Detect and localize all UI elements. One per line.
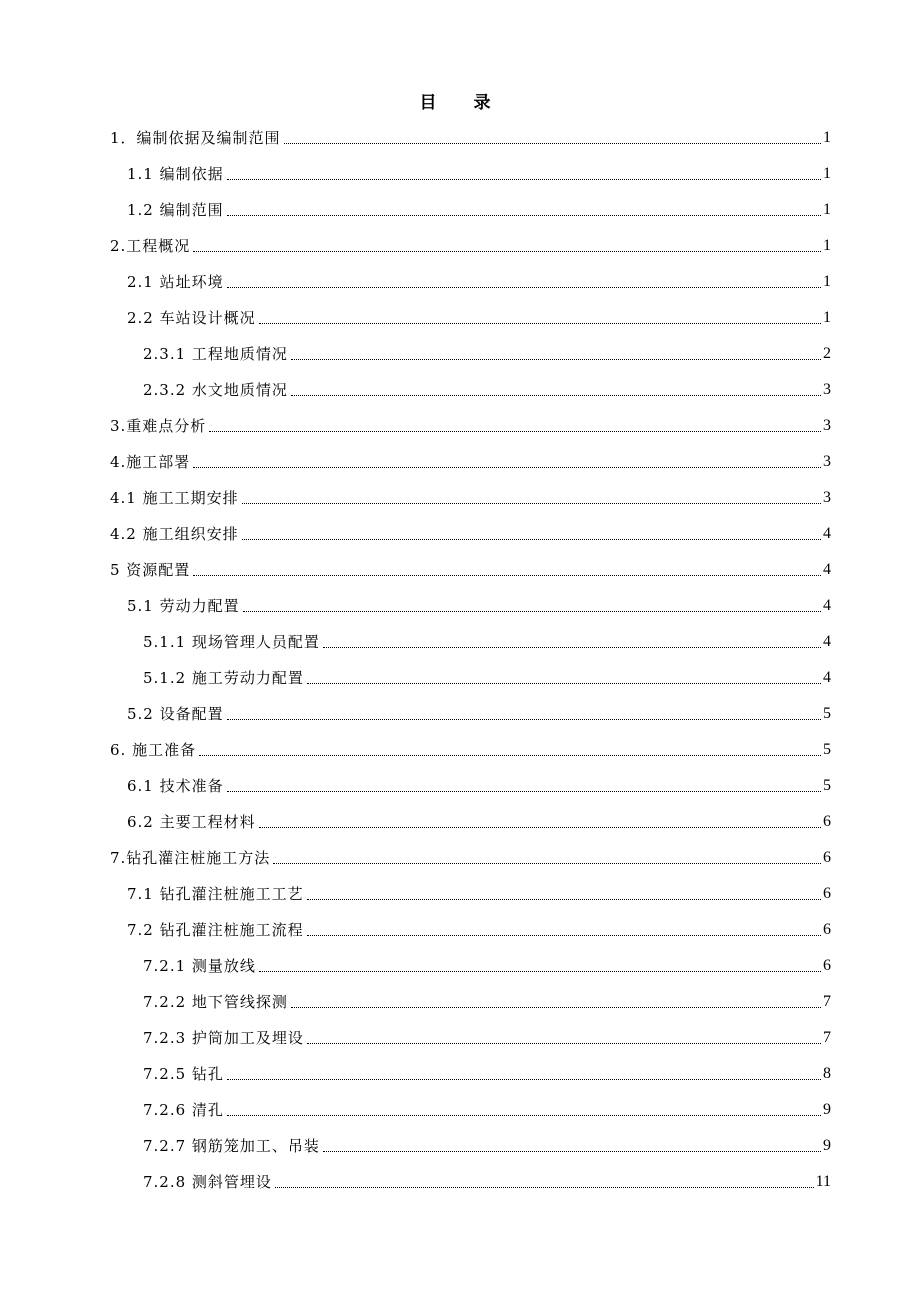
toc-entry-page: 1 (823, 309, 831, 326)
dot-leader (307, 899, 821, 900)
dot-leader (275, 1187, 814, 1188)
toc-entry-page: 1 (823, 237, 831, 254)
toc-entry-page: 1 (823, 201, 831, 218)
toc-entry[interactable] (110, 732, 831, 760)
toc-entry[interactable] (127, 768, 831, 796)
toc-entry-label: 4.2 施工组织安排 (110, 525, 239, 543)
toc-entry[interactable] (127, 804, 831, 832)
toc-entry[interactable] (143, 372, 831, 400)
toc-entry[interactable] (127, 696, 831, 724)
dot-leader (291, 359, 821, 360)
dot-leader (259, 827, 821, 828)
toc-entry[interactable] (127, 192, 831, 220)
toc-entry-page: 9 (823, 1101, 831, 1118)
dot-leader (227, 719, 821, 720)
toc-entry-label: 3.重难点分析 (110, 417, 207, 435)
dot-leader (307, 683, 821, 684)
dot-leader (227, 1079, 821, 1080)
toc-entry-page: 6 (823, 849, 831, 866)
dot-leader (209, 431, 821, 432)
toc-entry[interactable] (110, 516, 831, 544)
dot-leader (199, 755, 821, 756)
dot-leader (243, 611, 821, 612)
toc-entry-label: 7.2.2 地下管线探测 (143, 993, 288, 1011)
toc-entry-label: 7.2.1 测量放线 (143, 957, 256, 975)
dot-leader (307, 1043, 821, 1044)
toc-entry-label: 5.1.1 现场管理人员配置 (143, 633, 320, 651)
toc-entry-label: 7.2.6 清孔 (143, 1101, 224, 1119)
toc-entry-label: 5.1.2 施工劳动力配置 (143, 669, 304, 687)
toc-entry-page: 8 (823, 1065, 831, 1082)
toc-entry-page: 3 (823, 417, 831, 434)
dot-leader (242, 539, 821, 540)
dot-leader (291, 1007, 821, 1008)
toc-entry-page: 1 (823, 273, 831, 290)
toc-entry-page: 5 (823, 777, 831, 794)
toc-entry-label: 7.2 钻孔灌注桩施工流程 (127, 921, 304, 939)
dot-leader (259, 323, 821, 324)
toc-entry[interactable] (110, 408, 831, 436)
dot-leader (242, 503, 821, 504)
toc-entry-label: 7.2.8 测斜管埋设 (143, 1173, 272, 1191)
toc-entry[interactable] (110, 444, 831, 472)
toc-entry-label: 1.2 编制范围 (127, 201, 224, 219)
toc-entry-label: 1.1 编制依据 (127, 165, 224, 183)
dot-leader (227, 1115, 821, 1116)
toc-entry-page: 5 (823, 741, 831, 758)
toc-entry-label: 4.1 施工工期安排 (110, 489, 239, 507)
toc-entry[interactable] (110, 552, 831, 580)
dot-leader (227, 287, 821, 288)
dot-leader (193, 251, 821, 252)
toc-entry[interactable] (110, 228, 831, 256)
toc-entry-page: 4 (823, 561, 831, 578)
toc-entry-label: 7.1 钻孔灌注桩施工工艺 (127, 885, 304, 903)
dot-leader (323, 1151, 821, 1152)
dot-leader (259, 971, 821, 972)
toc-entry-label: 7.钻孔灌注桩施工方法 (110, 849, 271, 867)
toc-entry[interactable] (127, 588, 831, 616)
toc-entry[interactable] (143, 1128, 831, 1156)
toc-entry-page: 6 (823, 921, 831, 938)
toc-entry-label: 4.施工部署 (110, 453, 191, 471)
toc-entry[interactable] (143, 1056, 831, 1084)
toc-entry[interactable] (143, 660, 831, 688)
toc-title: 目 录 (419, 93, 501, 113)
toc-entry-page: 6 (823, 957, 831, 974)
toc-entry-label: 6.1 技术准备 (127, 777, 224, 795)
toc-entry[interactable] (127, 300, 831, 328)
toc-entry[interactable] (127, 156, 831, 184)
toc-entry-page: 1 (823, 165, 831, 182)
dot-leader (273, 863, 821, 864)
dot-leader (291, 395, 821, 396)
toc-entry[interactable] (143, 624, 831, 652)
toc-entry-label: 2.工程概况 (110, 237, 191, 255)
toc-entry-page: 6 (823, 813, 831, 830)
toc-entry-page: 4 (823, 597, 831, 614)
toc-entry-page: 6 (823, 885, 831, 902)
toc-entry-label: 6. 施工准备 (110, 741, 197, 759)
dot-leader (323, 647, 821, 648)
toc-entry-label: 5.2 设备配置 (127, 705, 224, 723)
toc-entry[interactable] (143, 336, 831, 364)
toc-entry-page: 7 (823, 993, 831, 1010)
toc-entry[interactable] (110, 840, 831, 868)
toc-entry[interactable] (143, 948, 831, 976)
toc-entry[interactable] (143, 1092, 831, 1120)
toc-entry-label: 5.1 劳动力配置 (127, 597, 240, 615)
toc-entry-page: 2 (823, 345, 831, 362)
toc-entry[interactable] (143, 1164, 831, 1192)
toc-entry-page: 1 (823, 129, 831, 146)
toc-entry[interactable] (110, 120, 831, 148)
toc-entry-page: 5 (823, 705, 831, 722)
toc-entry-label: 1．编制依据及编制范围 (110, 129, 281, 147)
toc-entry[interactable] (110, 480, 831, 508)
toc-entry-label: 5 资源配置 (110, 561, 191, 579)
toc-entry-page: 11 (815, 1173, 831, 1190)
toc-entry[interactable] (127, 264, 831, 292)
toc-entry[interactable] (127, 876, 831, 904)
toc-entry-page: 3 (823, 381, 831, 398)
toc-entry-label: 2.3.1 工程地质情况 (143, 345, 288, 363)
toc-entry[interactable] (127, 912, 831, 940)
dot-leader (227, 791, 821, 792)
toc-entry-page: 3 (823, 489, 831, 506)
toc-entry-page: 4 (823, 633, 831, 650)
toc-entry-label: 7.2.3 护筒加工及埋设 (143, 1029, 304, 1047)
toc-entry-label: 2.2 车站设计概况 (127, 309, 256, 327)
toc-entry-page: 4 (823, 669, 831, 686)
dot-leader (193, 575, 821, 576)
dot-leader (227, 179, 821, 180)
toc-entry-label: 2.1 站址环境 (127, 273, 224, 291)
toc-entry-label: 7.2.7 钢筋笼加工、吊装 (143, 1137, 320, 1155)
toc-entry-page: 4 (823, 525, 831, 542)
toc-entry-page: 9 (823, 1137, 831, 1154)
dot-leader (284, 143, 821, 144)
dot-leader (227, 215, 821, 216)
toc-entry[interactable] (143, 984, 831, 1012)
toc-entry-page: 7 (823, 1029, 831, 1046)
toc-entry-label: 6.2 主要工程材料 (127, 813, 256, 831)
toc-entry-label: 7.2.5 钻孔 (143, 1065, 224, 1083)
toc-entry-page: 3 (823, 453, 831, 470)
dot-leader (193, 467, 821, 468)
dot-leader (307, 935, 821, 936)
toc-entry[interactable] (143, 1020, 831, 1048)
toc-entry-label: 2.3.2 水文地质情况 (143, 381, 288, 399)
